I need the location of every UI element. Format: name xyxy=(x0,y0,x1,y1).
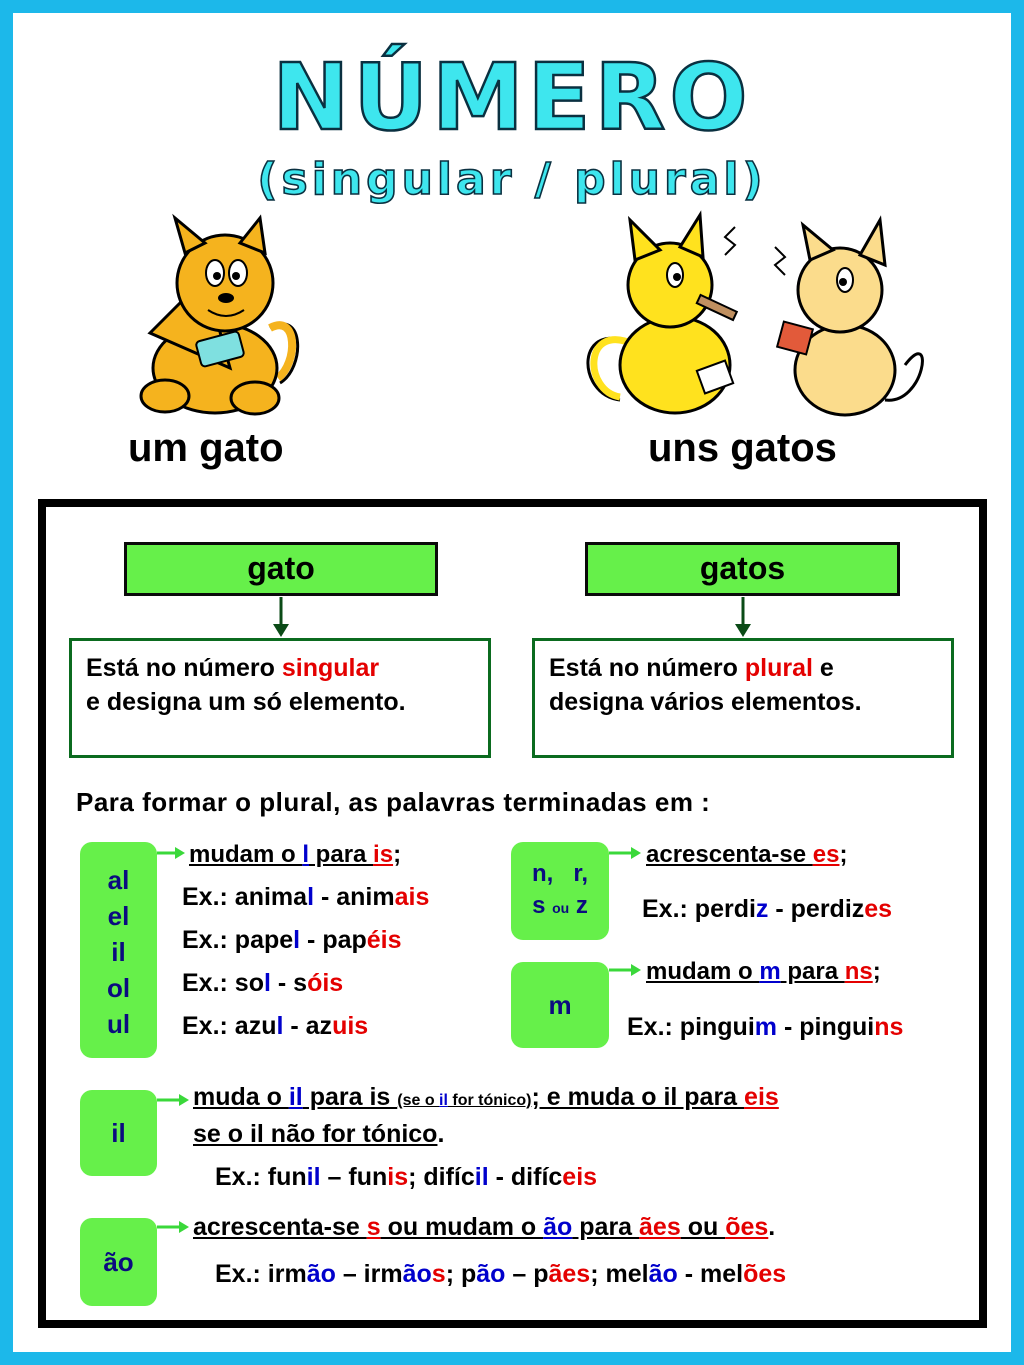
rule-al xyxy=(189,840,401,870)
ending-label xyxy=(511,890,609,924)
example-text: Ex.: perdi xyxy=(642,895,756,923)
example-m xyxy=(627,1012,903,1042)
example-text: Ex.: so xyxy=(182,969,264,997)
two-cats-illustration xyxy=(575,215,920,425)
rule-nrsz xyxy=(646,840,847,870)
example-text: – p xyxy=(505,1260,549,1288)
example-highlight: il xyxy=(306,1163,321,1191)
ending-nrsz-group xyxy=(511,842,609,940)
page-title: NÚMERO xyxy=(272,44,752,151)
ending-label: el xyxy=(107,901,130,931)
rule-text: ou mudam o xyxy=(380,1213,544,1241)
ending-m-group: m xyxy=(511,962,609,1048)
example-highlight: ão xyxy=(306,1260,336,1288)
example-text: - pap xyxy=(300,926,367,954)
rule-text: se o il não for tónico xyxy=(193,1120,438,1148)
rule-highlight: ns xyxy=(844,958,873,985)
rule-text: ; xyxy=(393,841,402,868)
example-text: - az xyxy=(283,1012,333,1040)
ending-label: il xyxy=(111,937,126,967)
rule-text: mudam o xyxy=(189,841,303,868)
example-highlight: l xyxy=(276,1012,284,1040)
rule-ao xyxy=(193,1212,775,1242)
rule-note-highlight: il xyxy=(439,1092,448,1109)
example-highlight: ais xyxy=(394,883,430,911)
singular-word-box: gato xyxy=(124,542,438,596)
ending-ao-group: ão xyxy=(80,1218,157,1306)
rule-text: ; xyxy=(839,841,848,868)
example-al-4 xyxy=(182,1011,368,1041)
rule-text: . xyxy=(437,1120,445,1148)
plural-description xyxy=(532,638,954,758)
example-text: Ex.: azu xyxy=(182,1012,277,1040)
example-text: ; mel xyxy=(590,1260,649,1288)
rule-highlight: es xyxy=(812,841,840,868)
rule-highlight: m xyxy=(759,958,781,985)
single-cat-illustration xyxy=(120,218,310,418)
caption-plural: uns gatos xyxy=(648,426,837,470)
rule-highlight: ões xyxy=(725,1213,769,1241)
desc-highlight: singular xyxy=(281,654,380,682)
rule-text: ; e muda o il para xyxy=(531,1083,745,1111)
rule-text: acrescenta-se xyxy=(193,1213,367,1241)
example-highlight: es xyxy=(864,895,893,923)
rule-highlight: s xyxy=(366,1213,381,1241)
example-text: ; p xyxy=(445,1260,477,1288)
rule-text: para xyxy=(309,841,374,868)
example-highlight: éis xyxy=(366,926,402,954)
example-text: - difíc xyxy=(488,1163,563,1191)
example-highlight: il xyxy=(474,1163,489,1191)
ending-letter: s xyxy=(532,892,553,919)
desc-text: Está no número xyxy=(549,654,745,682)
example-text: - s xyxy=(270,969,308,997)
example-text: Ex.: fun xyxy=(215,1163,307,1191)
example-text: – fun xyxy=(320,1163,388,1191)
example-text: ; difíc xyxy=(408,1163,475,1191)
ending-il-group: il xyxy=(80,1090,157,1176)
desc-text: Está no número xyxy=(86,654,282,682)
arrow-right-icon xyxy=(157,846,187,860)
ending-label: ol xyxy=(106,973,131,1003)
example-highlight: ão xyxy=(476,1260,506,1288)
example-highlight: z xyxy=(755,895,769,923)
rule-highlight: il xyxy=(288,1083,303,1111)
ending-al-group xyxy=(80,842,157,1058)
example-text: - anim xyxy=(314,883,395,911)
example-ao xyxy=(215,1259,786,1289)
example-nrsz xyxy=(642,894,892,924)
rule-text: para is xyxy=(302,1083,398,1111)
ending-label: n, r, xyxy=(531,860,588,887)
page-subtitle: (singular / plural) xyxy=(257,154,767,205)
example-highlight: ão xyxy=(402,1260,432,1288)
rule-text: ou xyxy=(680,1213,726,1241)
rule-text: para xyxy=(780,958,845,985)
singular-description xyxy=(69,638,491,758)
rule-highlight: eis xyxy=(744,1083,779,1111)
example-text: Ex.: irm xyxy=(215,1260,307,1288)
example-highlight: óis xyxy=(307,969,344,997)
desc-text: e xyxy=(812,654,834,682)
arrow-right-icon xyxy=(157,1093,191,1107)
arrow-right-icon xyxy=(609,963,643,977)
example-highlight: eis xyxy=(562,1163,598,1191)
desc-highlight: plural xyxy=(744,654,813,682)
rule-text: muda o xyxy=(193,1083,289,1111)
ending-label: ul xyxy=(106,1009,131,1039)
rule-highlight: l xyxy=(302,841,310,868)
example-highlight: m xyxy=(754,1013,778,1041)
ending-connector: ou xyxy=(552,900,570,916)
example-highlight: l xyxy=(263,969,271,997)
rule-text: para xyxy=(572,1213,640,1241)
plural-intro: Para formar o plural, as palavras terminadas em : xyxy=(76,787,711,817)
rule-il-line1 xyxy=(193,1082,779,1116)
rule-highlight: ães xyxy=(639,1213,681,1241)
example-text: – irm xyxy=(335,1260,403,1288)
example-text: Ex.: pape xyxy=(182,926,294,954)
plural-word-box: gatos xyxy=(585,542,900,596)
example-highlight: ão xyxy=(648,1260,678,1288)
example-al-3 xyxy=(182,968,343,998)
example-text: - pingui xyxy=(777,1013,875,1041)
example-text: - perdiz xyxy=(768,895,865,923)
arrow-down-icon xyxy=(733,597,753,639)
rule-note: (se o xyxy=(397,1092,440,1109)
rule-text: mudam o xyxy=(646,958,760,985)
arrow-right-icon xyxy=(609,846,643,860)
rule-highlight: ão xyxy=(543,1213,573,1241)
example-al-2 xyxy=(182,925,402,955)
rule-note: for tónico) xyxy=(447,1092,532,1109)
example-al-1 xyxy=(182,882,429,912)
example-highlight: uis xyxy=(332,1012,369,1040)
rule-highlight: is xyxy=(373,841,394,868)
example-text: Ex.: pingui xyxy=(627,1013,755,1041)
desc-text: e designa um só elemento. xyxy=(86,688,406,716)
caption-singular: um gato xyxy=(128,426,284,470)
rule-text: ; xyxy=(872,958,881,985)
rule-text: acrescenta-se xyxy=(646,841,813,868)
desc-text: designa vários elementos. xyxy=(549,688,862,716)
example-highlight: ns xyxy=(874,1013,904,1041)
ending-label: al xyxy=(107,865,130,895)
rule-m xyxy=(646,957,881,987)
rule-il-line2 xyxy=(193,1119,444,1149)
example-highlight: is xyxy=(387,1163,409,1191)
example-highlight: ões xyxy=(743,1260,787,1288)
example-highlight: ães xyxy=(548,1260,591,1288)
example-highlight: l xyxy=(307,883,315,911)
example-highlight: l xyxy=(293,926,301,954)
ending-letter: z xyxy=(569,892,588,919)
arrow-right-icon xyxy=(157,1220,191,1234)
example-text: - mel xyxy=(677,1260,744,1288)
example-il xyxy=(215,1162,597,1192)
rule-text: . xyxy=(768,1213,776,1241)
example-text: Ex.: anima xyxy=(182,883,308,911)
example-highlight: s xyxy=(431,1260,446,1288)
arrow-down-icon xyxy=(271,597,291,639)
